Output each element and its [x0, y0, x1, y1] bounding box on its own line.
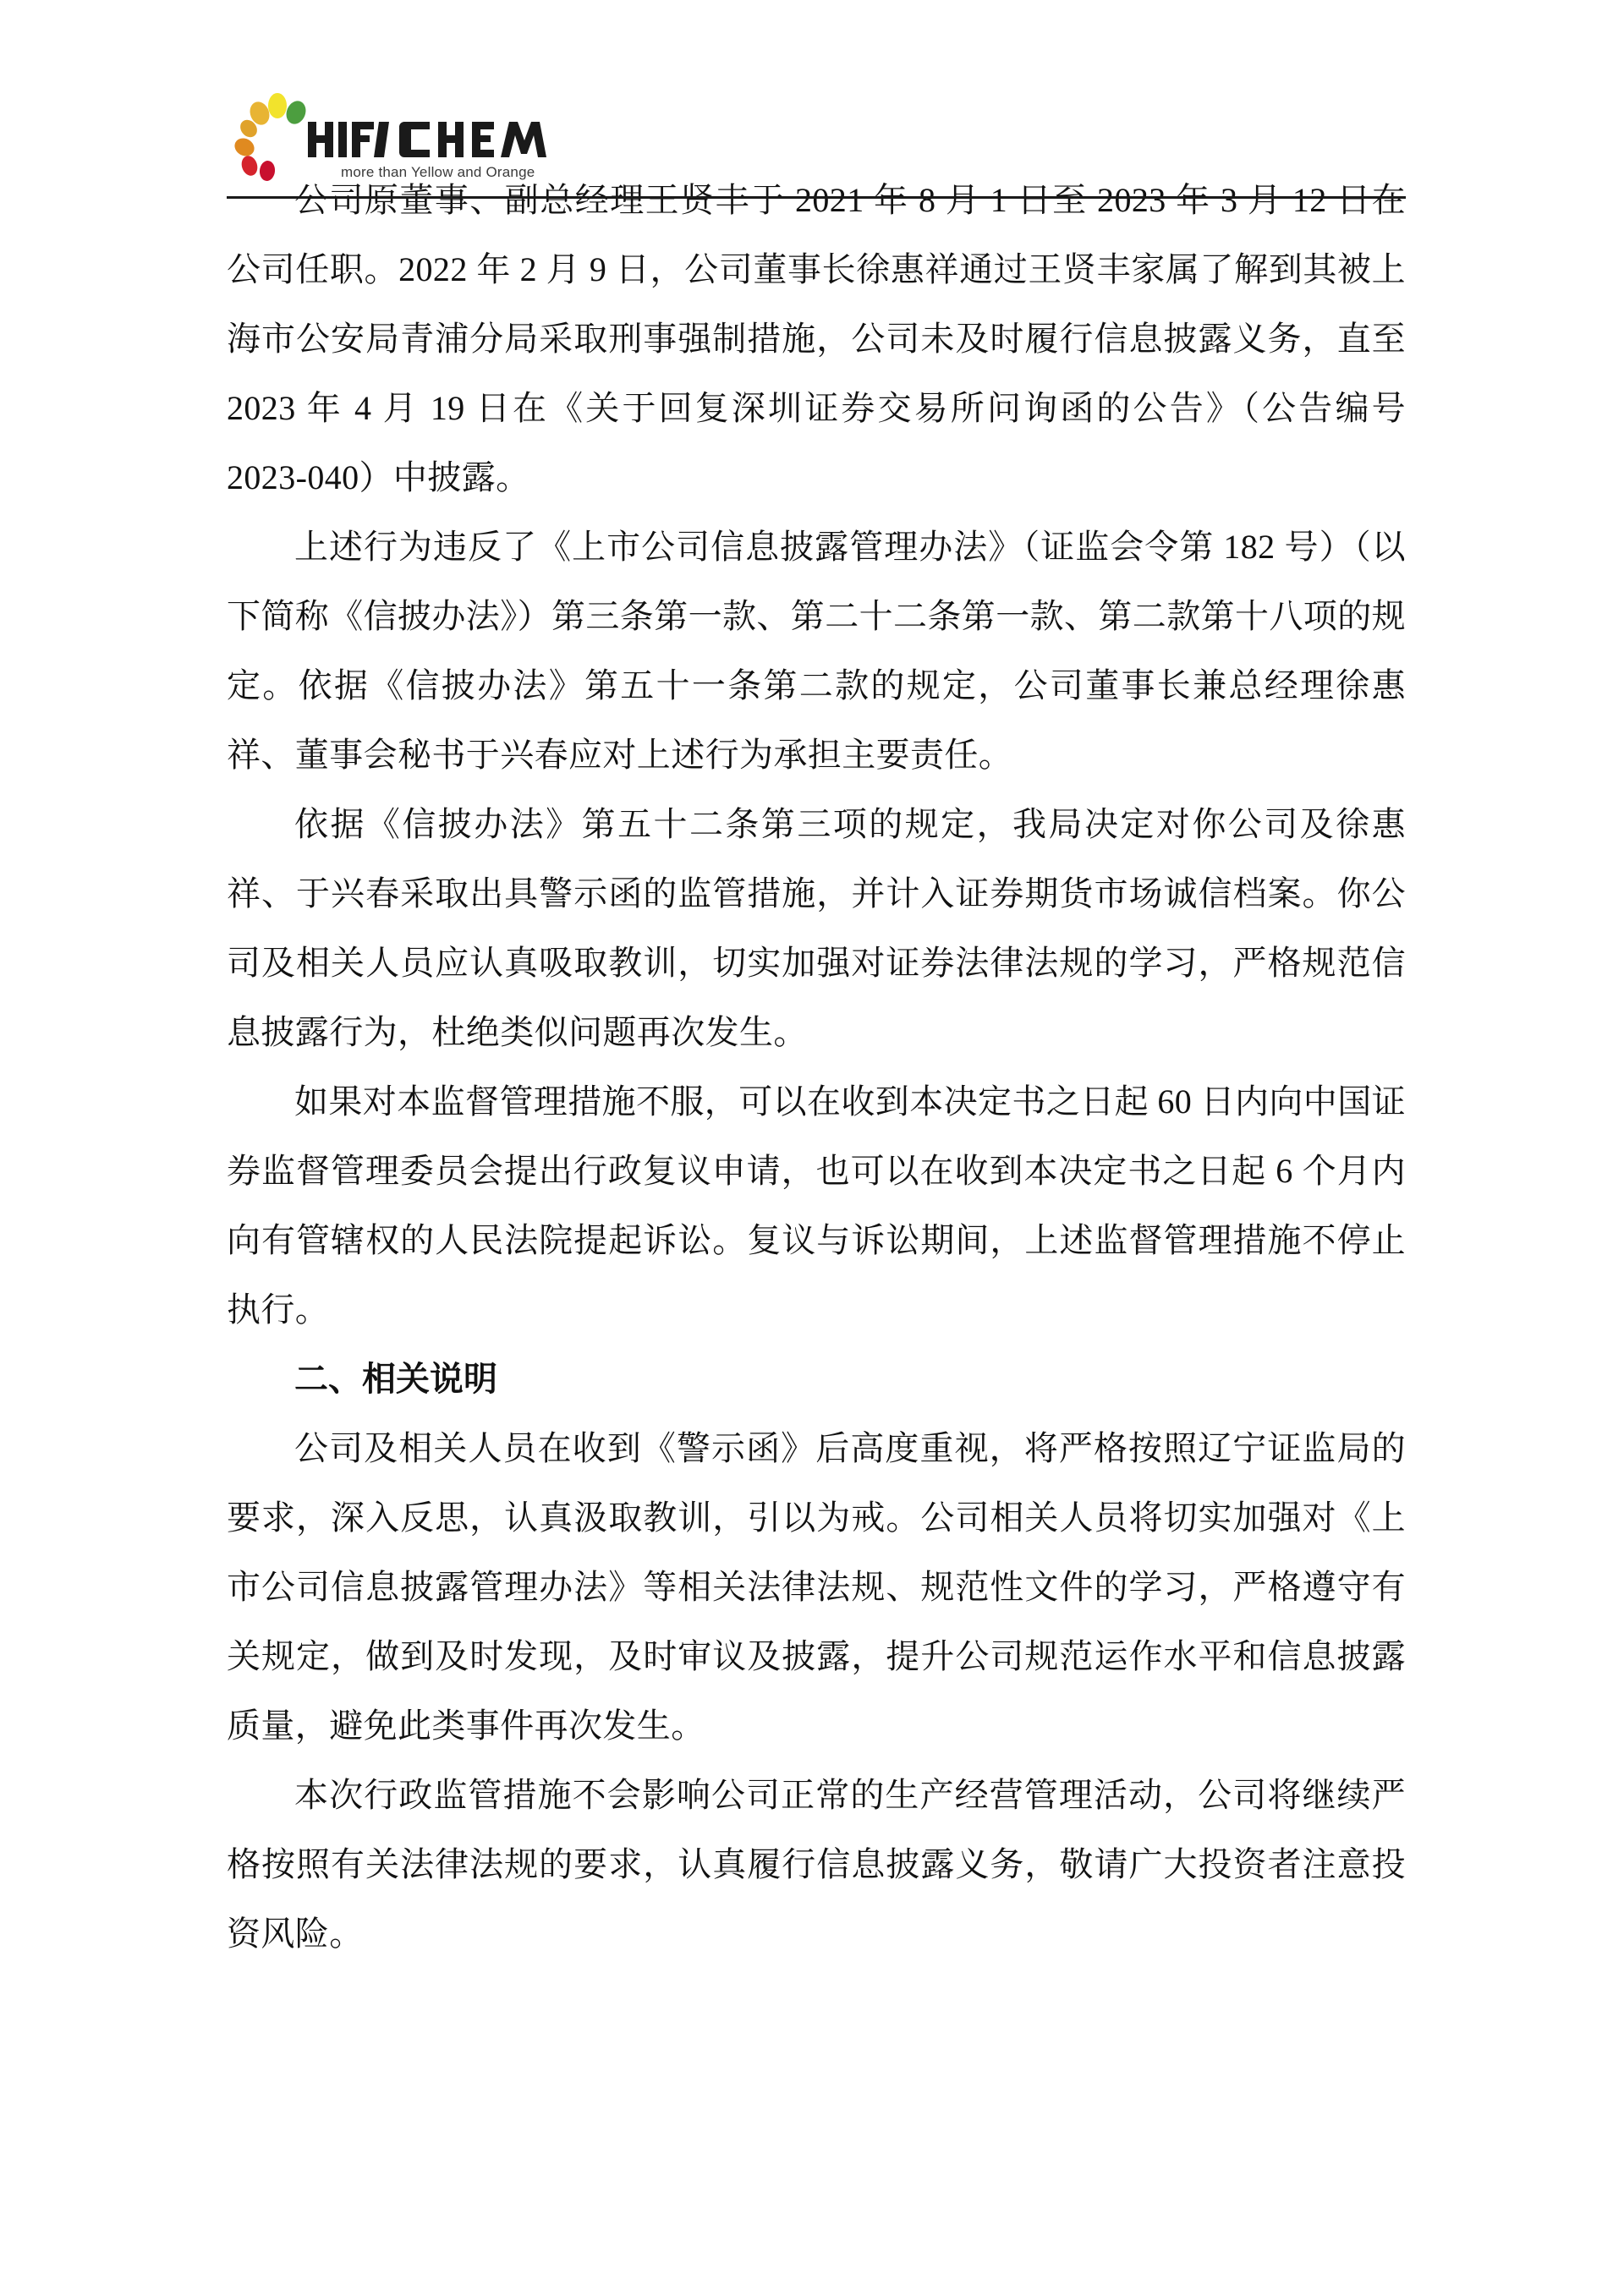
document-body — [227, 144, 1406, 1969]
logo-tagline-text: more than Yellow and Orange — [341, 164, 535, 180]
logo-wordmark-icon — [308, 122, 546, 157]
paragraph-3: 依据《信披办法》第五十二条第三项的规定，我局决定对你公司及徐惠祥、于兴春采取出具警示函的监管措施，并计入证券期货市场诚信档案。你公司及相关人员应认真吸取教训，切实加强对证券法律法规的学习，严格规范信息披露行为，杜绝类似问题再次发生。 — [227, 805, 1406, 1051]
logo-petals-icon — [232, 93, 310, 182]
paragraph-4: 如果对本监督管理措施不服，可以在收到本决定书之日起 60 日内向中国证券监督管理委员会提出行政复议申请，也可以在收到本决定书之日起 6 个月内向有管辖权的人民法院提起诉讼。复议与诉讼期间，上述监督管理措施不停止执行。 — [227, 1082, 1406, 1329]
paragraph-5: 公司及相关人员在收到《警示函》后高度重视，将严格按照辽宁证监局的要求，深入反思，认真汲取教训，引以为戒。公司相关人员将切实加强对《上市公司信息披露管理办法》等相关法律法规、规范性文件的学习，严格遵守有关规定，做到及时发现，及时审议及披露，提升公司规范运作水平和信息披露质量，避免此类事件再次发生。 — [227, 1429, 1406, 1745]
paragraph-1: 公司原董事、副总经理王贤丰于 2021 年 8 月 1 日至 2023 年 3 月 12 日在公司任职。2022 年 2 月 9 日，公司董事长徐惠祥通过王贤丰家属了解到其被上海市公安局青浦分局采取刑事强制措施，公司未及时履行信息披露义务，直至 2023 年 4 月 19 日在《关于回复深圳证券交易所问询函的公告》（公告编号 2023-040）中披露。 — [227, 181, 1406, 496]
letterhead — [227, 0, 1406, 180]
company-logo — [227, 91, 548, 184]
page-content-column — [227, 0, 1406, 2296]
section-heading-related-notes: 二、相关说明 — [294, 1361, 497, 1398]
paragraph-6: 本次行政监管措施不会影响公司正常的生产经营管理活动，公司将继续严格按照有关法律法规的要求，认真履行信息披露义务，敬请广大投资者注意投资风险。 — [227, 1776, 1406, 1953]
hifichem-logo-icon — [227, 91, 548, 184]
letterhead-divider — [227, 196, 1406, 199]
paragraph-2: 上述行为违反了《上市公司信息披露管理办法》（证监会令第 182 号）（以下简称《信披办法》）第三条第一款、第二十二条第一款、第二款第十八项的规定。依据《信披办法》第五十一条第二款的规定，公司董事长兼总经理徐惠祥、董事会秘书于兴春应对上述行为承担主要责任。 — [227, 528, 1406, 774]
